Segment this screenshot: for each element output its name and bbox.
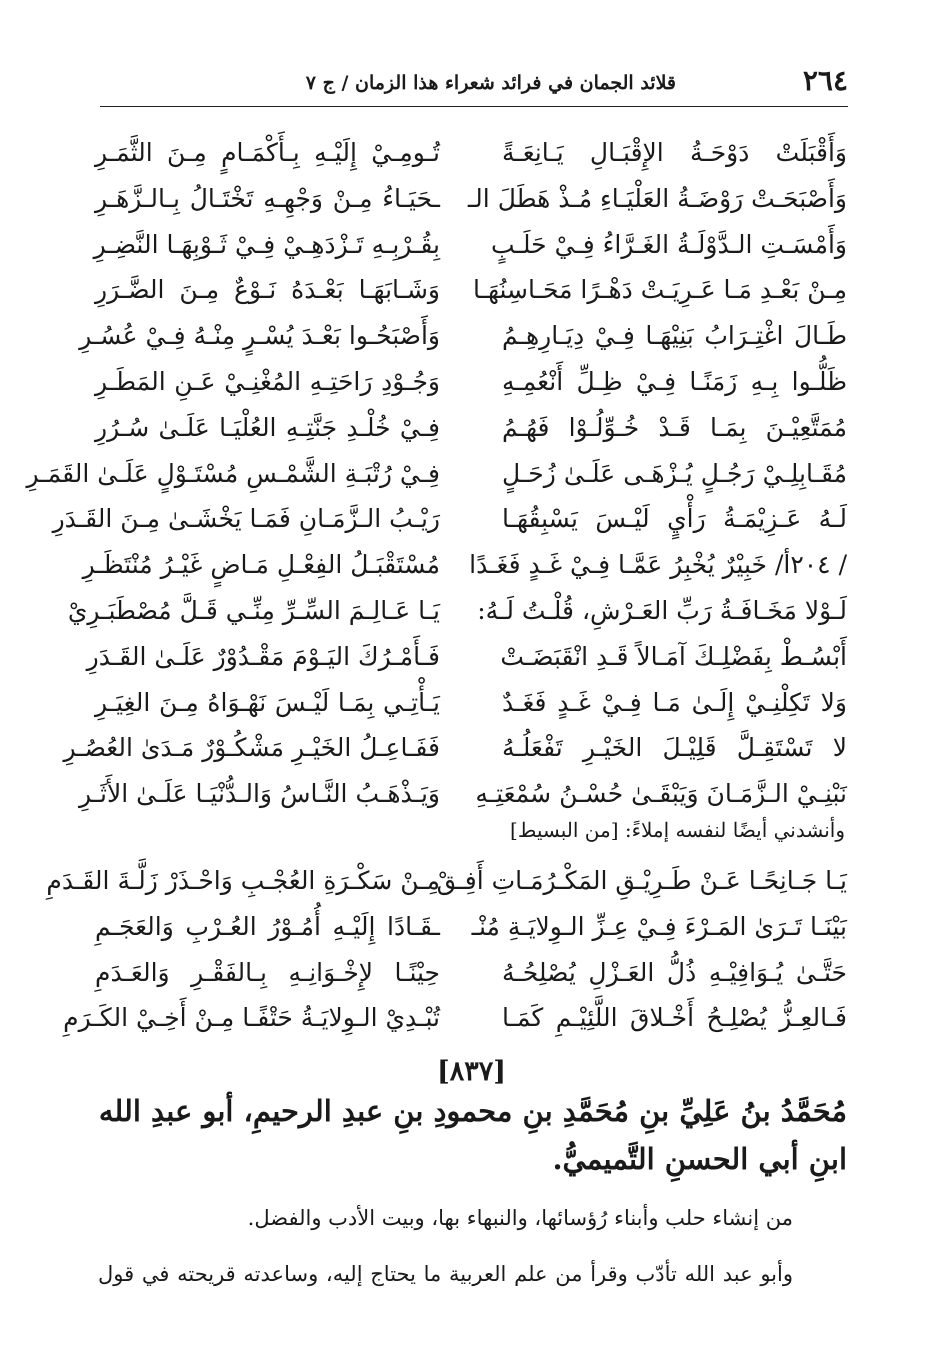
first-hemistich: فَـالعِـزُّ يُصْلِـحُ أَخْـلاقَ اللَّئِيْـمِ كَمَـا <box>502 1003 847 1033</box>
verse-line <box>95 176 847 222</box>
second-hemistich: فِـيْ رُتْبَـةِ الشَّمْـسِ مُسْتَـوْلٍ عَلَـىٰ القَمَـرِ <box>26 458 440 488</box>
verse-line <box>79 313 847 359</box>
verse-line <box>95 130 847 176</box>
second-hemistich: فَـأَمْـرُكَ اليَـوْمَ مَقْـدُوْرٌ عَلَـىٰ القَـدَرِ <box>86 641 440 671</box>
entry-title-line-2: ابنِ أبي الحسنِ التَّميميُّ. <box>552 1142 847 1176</box>
poem-2 <box>46 858 847 1041</box>
first-hemistich: وَلا تَكِلْنِـيْ إِلَـىٰ مَـا فِـيْ غَـدٍ فَغَـدٌ <box>502 687 847 717</box>
first-hemistich: بَيْنَـا تَـرَىٰ المَـرْءَ فِـيْ عِـزِّ الـوِلايَـةِ مُنْـ <box>471 911 847 941</box>
poem-1 <box>26 130 847 817</box>
verse-line <box>86 634 847 680</box>
verse-line <box>95 267 847 313</box>
running-title: قلائد الجمان في فرائد شعراء هذا الزمان / ج ٧ <box>305 72 676 94</box>
verse-line <box>63 725 847 771</box>
verse-line <box>52 496 847 542</box>
first-hemistich: وَأَمْسَـتِ الـدَّوْلَـةُ الغَـرَّاءُ فِـيْ حَلَـبٍ <box>491 229 847 259</box>
entry-number: [٨٣٧] <box>436 1056 507 1087</box>
first-hemistich: مُمَتَّعِيْـنَ بِمَـا قَـدْ خُـوِّلُـوْا فَهُـمُ <box>502 412 847 442</box>
second-hemistich: يَـأْتِـي بِمَـا لَيْـسَ نَهْـوَاهُ مِـنَ الغِيَـرِ <box>95 687 440 717</box>
second-hemistich: يَـا عَـالِـمَ السِّـرِّ مِنِّـي قَـلَّ مُصْطَبَـرِيْ <box>67 595 440 625</box>
verse-line <box>95 904 847 950</box>
second-hemistich: بِقُـرْبِـهِ تَـزْدَهِـيْ فِـيْ ثَـوْبِهَـا النَّضِـرِ <box>93 229 440 259</box>
second-hemistich: مِـنْ سَكْـرَةِ العُجْـبِ وَاحْـذَرْ زَلَّـةَ القَـدَمِ <box>46 866 440 895</box>
first-hemistich: لَـهُ عَـزِيْمَـةُ رَأْيٍ لَيْـسَ يَسْبِقُهَـا <box>502 504 847 534</box>
verse-line <box>95 359 847 405</box>
first-hemistich: مِـنْ بَعْـدِ مَـا عَـرِيَـتْ دَهْـرًا مَحَـاسِنُهَـا <box>473 275 847 305</box>
verse-line <box>95 222 847 268</box>
first-hemistich: وَأَصْبَحَـتْ رَوْضَـةُ العَلْيَـاءِ مُـذْ هَطَلَ الـ <box>467 183 847 213</box>
verse-line <box>46 858 847 904</box>
page-number: ٢٦٤ <box>802 64 848 97</box>
second-hemistich: تُبْـدِيْ الـوِلايَـةُ حَتْفًـا مِـنْ أَخِـيْ الكَـرَمِ <box>63 1003 440 1033</box>
first-hemistich: يَـا جَـانِحًـا عَـنْ طَـرِيْـقِ المَكْـرُمَـاتِ أَفِـقْ <box>436 866 847 895</box>
first-hemistich: لَـوْلا مَخَـافَـةُ رَبِّ العَـرْشِ، قُلْـتُ لَـهُ: <box>477 595 847 625</box>
second-hemistich: وَأَصْبَحُـوا بَعْـدَ يُسْـرٍ مِنْـهُ فِـيْ عُسُـرِ <box>79 321 440 351</box>
first-hemistich: طَـالَ اغْتِـرَابُ بَنِيْهَـا فِـيْ دِيَـارِهِـمُ <box>502 321 847 351</box>
first-hemistich: أَبْسُـطْ بِفَضْلِـكَ آمَـالاً قَـدِ انْقَبَضَـتْ <box>500 641 847 671</box>
second-hemistich: رَيْـبُ الـزَّمَـانِ فَمَـا يَخْشَـىٰ مِـنَ القَـدَرِ <box>52 504 440 534</box>
first-hemistich: مُقَـابِلِـيْ رَجُـلٍ يُـزْهَـى عَلَـىٰ زُحَـلٍ <box>502 458 847 488</box>
second-hemistich: حِيْنًـا لإِخْـوَانِـهِ بِـالفَقْـرِ وَالعَـدَمِ <box>95 957 440 987</box>
entry-body-line-1: من إنشاء حلب وأبناء رُؤسائها، والنبهاء بها، وبيت الأدب والفضل. <box>247 1206 793 1230</box>
second-hemistich: وَيَـذْهَـبُ النَّـاسُ وَالـدُّنْيَـا عَلَـىٰ الأَثَـرِ <box>78 779 440 809</box>
second-hemistich: وَجُـوْدِ رَاحَتِـهِ المُغْنِـيْ عَـنِ المَطَـرِ <box>95 366 440 396</box>
first-hemistich: لا تَسْتَقِـلَّ قَلِيْـلَ الخَيْـرِ تَفْعَلُـهُ <box>502 733 847 763</box>
first-hemistich: وَأَقْبَلَتْ دَوْحَـةُ الإِقْبَـالِ يَـانِعَـةً <box>502 138 847 167</box>
second-hemistich: فِـيْ خُلْـدِ جَنَّتِـهِ العُلْيَـا عَلَـىٰ سُـرُرِ <box>95 412 440 442</box>
verse-line <box>82 542 847 588</box>
verse-line <box>78 771 847 817</box>
second-hemistich: تُـومِـيْ إِلَيْـهِ بِـأَكْمَـامٍ مِـنَ الثَّمَـرِ <box>95 138 440 167</box>
first-hemistich: حَتَّـىٰ يُـوَافِيْـهِ ذُلُّ العَـزْلِ يُصْلِحُـهُ <box>502 957 847 987</box>
verse-line <box>67 588 847 634</box>
first-hemistich: / ٢٠٤أ/ خَبِيْرٌ يُخْبِرُ عَمَّـا فِـيْ غَـدٍ فَغَـدًا <box>469 550 847 580</box>
verse-line <box>95 405 847 451</box>
first-hemistich: ظَلُّـوا بِـهِ زَمَنًـا فِـيْ ظِـلِّ أَنْعُمِـهِ <box>502 366 847 396</box>
first-hemistich: نَبْنِـيْ الـزَّمَـانَ وَيَبْقَـىٰ حُسْـنُ سُمْعَتِـهِ <box>475 779 847 809</box>
second-hemistich: ـقَـادًا إِلَيْـهِ أُمُـوْرُ العُـرْبِ وَالعَجَـمِ <box>95 911 440 941</box>
entry-body-line-2: وأبو عبد الله تأدّب وقرأ من علم العربية ما يحتاج إليه، وساعدته قريحته في قول <box>98 1262 793 1286</box>
second-hemistich: فَفَـاعِـلُ الخَيْـرِ مَشْكُـوْرٌ مَـدَىٰ العُصُـرِ <box>63 733 440 763</box>
verse-line <box>63 995 847 1041</box>
page-header <box>100 60 848 107</box>
verse-line <box>95 680 847 726</box>
second-hemistich: مُسْتَقْبَـلُ الفِعْـلِ مَـاضٍ غَيْـرُ مُنْتَظَـرِ <box>82 550 440 580</box>
verse-line <box>26 451 847 497</box>
second-hemistich: وَشَـابَهَـا بَعْـدَهُ نَـوْعٌ مِـنَ الضَّـرَرِ <box>95 275 440 305</box>
verse-line <box>95 950 847 996</box>
second-hemistich: ـحَيَـاءُ مِـنْ وَجْهِـهِ تَخْتَـالُ بِـالـزَّهَـرِ <box>95 183 440 213</box>
poem-2-intro: وأنشدني أيضًا لنفسه إملاءً: [من البسيط] <box>510 818 845 842</box>
entry-title-line-1: مُحَمَّدُ بنُ عَلِيِّ بنِ مُحَمَّدِ بنِ محمودِ بنِ عبدِ الرحيمِ، أبو عبدِ الله <box>98 1094 847 1128</box>
